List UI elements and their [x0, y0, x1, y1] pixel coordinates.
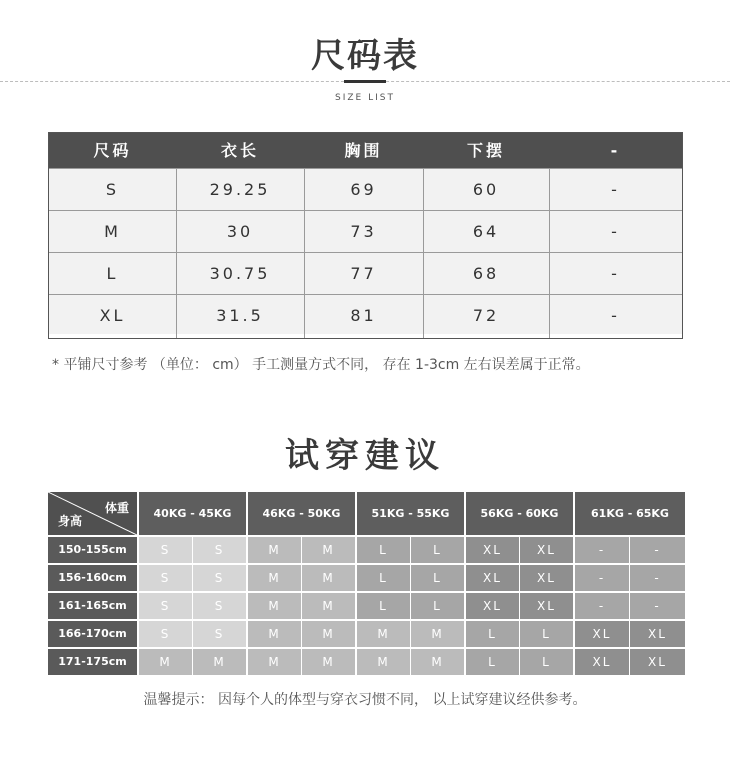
fit-table [48, 492, 685, 676]
fit-size-cell: M [248, 649, 301, 675]
fit-size-cell: L [357, 537, 410, 563]
size-table-cell: - [611, 222, 620, 241]
fit-size-cell: L [411, 565, 464, 591]
size-table-cell: 29.25 [209, 180, 271, 199]
fit-size-cell: M [302, 537, 355, 563]
fit-size-cell: M [302, 649, 355, 675]
fit-size-cell: M [357, 649, 410, 675]
fit-size-cell: M [248, 621, 301, 647]
size-table-row [49, 210, 682, 252]
size-table-cell: 31.5 [216, 306, 264, 325]
height-range-header: 166-170cm [48, 621, 137, 647]
height-range-header: 171-175cm [48, 649, 137, 675]
height-range-header: 156-160cm [48, 565, 137, 591]
size-table-divider [423, 168, 424, 338]
size-table-cell: L [106, 264, 119, 283]
size-table-cell: 60 [472, 180, 500, 199]
fit-size-cell: L [520, 649, 573, 675]
fit-size-cell: M [357, 621, 410, 647]
fit-size-cell: - [575, 593, 629, 619]
height-range-header: 161-165cm [48, 593, 137, 619]
size-table-cell: 81 [350, 306, 377, 325]
size-table-cell: 30.75 [209, 264, 271, 283]
size-note: * 平铺尺寸参考 （单位： cm） 手工测量方式不同， 存在 1-3cm 左右误差属于正常。 [52, 357, 590, 373]
size-table-header [49, 133, 682, 168]
fit-size-cell: M [139, 649, 192, 675]
fit-size-cell: M [248, 593, 301, 619]
size-table-cell: 69 [350, 180, 377, 199]
fit-size-cell: L [466, 621, 519, 647]
fit-note: 温馨提示： 因每个人的体型与穿衣习惯不同， 以上试穿建议经供参考。 [143, 692, 587, 708]
weight-range-header: 46KG - 50KG [248, 492, 355, 535]
fit-size-cell: - [630, 537, 685, 563]
fit-size-cell: XL [466, 565, 519, 591]
size-table-cell: 64 [472, 222, 500, 241]
fit-size-cell: XL [575, 649, 629, 675]
fit-size-cell: L [411, 537, 464, 563]
size-table-divider [176, 168, 177, 338]
size-table-header-cell: 胸围 [344, 141, 383, 160]
fit-size-cell: M [411, 621, 464, 647]
fit-size-cell: S [193, 593, 246, 619]
fit-size-cell: M [302, 593, 355, 619]
fit-size-cell: XL [466, 593, 519, 619]
height-range-header: 150-155cm [48, 537, 137, 563]
weight-range-header: 61KG - 65KG [575, 492, 685, 535]
size-table-cell: - [611, 306, 620, 325]
size-table-divider [304, 168, 305, 338]
fit-size-cell: L [411, 593, 464, 619]
fit-size-cell: S [193, 537, 246, 563]
fit-size-cell: XL [520, 537, 573, 563]
fit-size-cell: M [302, 565, 355, 591]
size-table-cell: M [104, 222, 121, 241]
fit-size-cell: S [193, 621, 246, 647]
size-table-header-cell: - [610, 141, 621, 160]
size-table-cell: 68 [472, 264, 500, 283]
fit-size-cell: M [411, 649, 464, 675]
title-underline [344, 80, 386, 83]
fit-size-cell: L [466, 649, 519, 675]
page-subtitle: SIZE LIST [335, 93, 395, 103]
size-table-cell: - [611, 180, 620, 199]
fit-size-cell: L [520, 621, 573, 647]
size-table-divider [549, 168, 550, 338]
size-table-header-cell: 衣长 [220, 141, 259, 160]
fit-size-cell: S [139, 565, 192, 591]
fit-size-cell: S [139, 593, 192, 619]
fit-size-cell: M [248, 565, 301, 591]
fit-size-cell: - [575, 537, 629, 563]
weight-range-header: 40KG - 45KG [139, 492, 246, 535]
size-table-cell: XL [99, 306, 126, 325]
size-table-cell: 72 [472, 306, 500, 325]
size-table-cell: S [105, 180, 120, 199]
size-table-cell: 73 [350, 222, 377, 241]
size-table-row [49, 252, 682, 294]
fit-size-cell: XL [630, 621, 685, 647]
fit-size-cell: XL [520, 565, 573, 591]
size-table-row [49, 168, 682, 210]
fit-size-cell: S [139, 621, 192, 647]
corner-height-label: 身高 [58, 514, 83, 528]
fit-size-cell: XL [630, 649, 685, 675]
size-table-row [49, 294, 682, 334]
fit-size-cell: - [630, 593, 685, 619]
fit-size-cell: M [248, 537, 301, 563]
size-table-cell: - [611, 264, 620, 283]
corner-weight-label: 体重 [104, 501, 129, 515]
fit-size-cell: S [193, 565, 246, 591]
fit-size-cell: XL [520, 593, 573, 619]
fit-size-cell: M [193, 649, 246, 675]
fit-section-title: 试穿建议 [285, 436, 445, 476]
weight-range-header: 56KG - 60KG [466, 492, 573, 535]
fit-size-cell: XL [575, 621, 629, 647]
size-table-cell: 30 [226, 222, 254, 241]
size-table [48, 132, 683, 339]
fit-table-corner [48, 492, 137, 535]
fit-size-cell: - [630, 565, 685, 591]
size-table-cell: 77 [350, 264, 377, 283]
page-title: 尺码表 [311, 36, 419, 76]
fit-size-cell: - [575, 565, 629, 591]
fit-size-cell: L [357, 565, 410, 591]
fit-size-cell: L [357, 593, 410, 619]
weight-range-header: 51KG - 55KG [357, 492, 464, 535]
fit-size-cell: XL [466, 537, 519, 563]
size-table-header-cell: 下摆 [466, 141, 505, 160]
fit-size-cell: M [302, 621, 355, 647]
size-table-header-cell: 尺码 [93, 141, 132, 160]
fit-size-cell: S [139, 537, 192, 563]
